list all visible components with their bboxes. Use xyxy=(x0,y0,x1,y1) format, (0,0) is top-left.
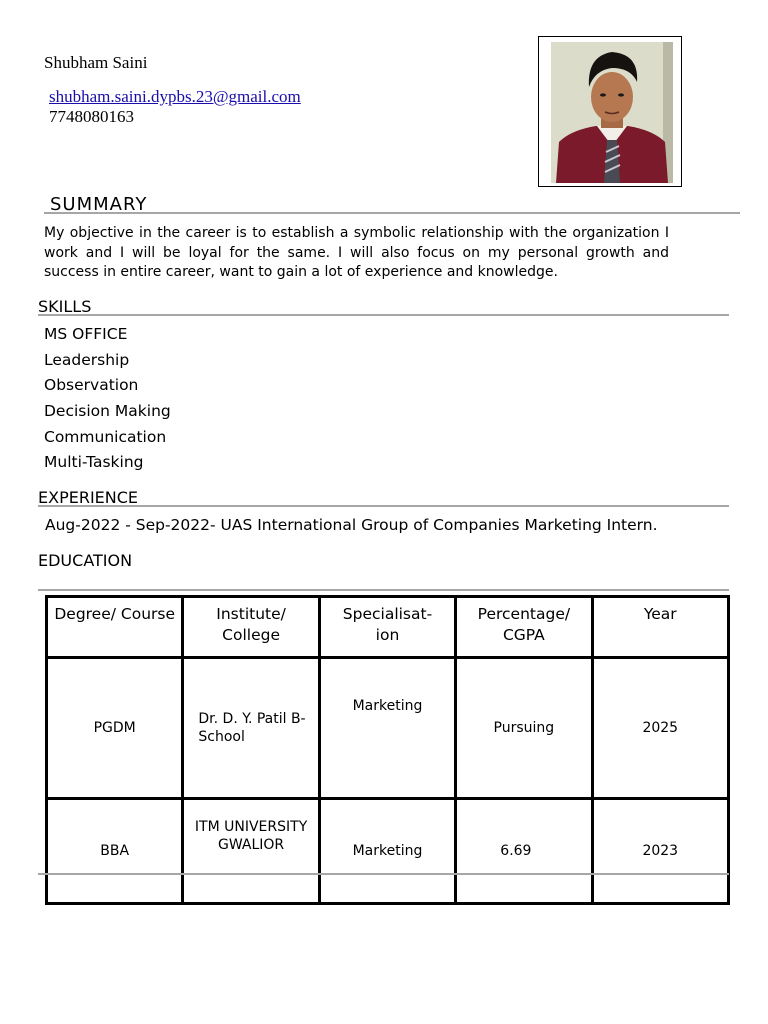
profile-photo-image xyxy=(551,42,673,183)
phone-number: 7748080163 xyxy=(49,107,134,126)
education-header-row xyxy=(47,597,729,658)
skills-divider xyxy=(38,314,729,316)
table-row xyxy=(47,799,729,904)
skill-item: Observation xyxy=(44,376,139,395)
column-header-percentage: Percentage/ CGPA xyxy=(456,597,592,658)
column-header-institute: Institute/ College xyxy=(183,597,319,658)
table-row xyxy=(47,658,729,799)
experience-divider xyxy=(38,505,729,507)
profile-photo xyxy=(538,36,682,187)
skill-item: Multi-Tasking xyxy=(44,453,144,472)
summary-divider xyxy=(44,212,740,214)
candidate-name: Shubham Saini xyxy=(44,53,148,72)
portrait-illustration xyxy=(551,42,673,183)
summary-paragraph: My objective in the career is to establish a symbolic relationship with the organization I work and I will be loyal for the same. I will also focus on my personal growth and success in entire career, want to gain a lot of experience and knowledge. xyxy=(44,225,669,280)
table-cell: 2025 xyxy=(592,658,728,799)
skills-list xyxy=(44,324,171,478)
table-cell: BBA xyxy=(47,799,183,904)
education-divider xyxy=(38,589,729,591)
skill-item: Decision Making xyxy=(44,402,171,421)
skill-item: MS OFFICE xyxy=(44,325,128,343)
experience-entry: Aug-2022 - Sep-2022- UAS International Group of Companies Marketing Intern. xyxy=(45,516,658,534)
column-header-year: Year xyxy=(592,597,728,658)
table-cell: Dr. D. Y. Patil B-School xyxy=(183,658,319,799)
table-cell: 2023 xyxy=(592,799,728,904)
table-cell: ITM UNIVERSITY GWALIOR xyxy=(183,799,319,904)
table-cell: Marketing xyxy=(319,799,455,904)
skill-item: Leadership xyxy=(44,350,130,369)
footer-divider xyxy=(38,873,729,875)
skill-item: Communication xyxy=(44,427,167,446)
table-cell: PGDM xyxy=(47,658,183,799)
education-heading: EDUCATION xyxy=(38,551,133,570)
skills-heading: SKILLS xyxy=(38,297,92,316)
table-cell: Marketing xyxy=(319,658,455,799)
column-header-degree: Degree/ Course xyxy=(47,597,183,658)
table-cell: 6.69 xyxy=(456,799,592,904)
education-table xyxy=(45,595,730,905)
table-cell: Pursuing xyxy=(456,658,592,799)
summary-heading: SUMMARY xyxy=(50,194,148,215)
experience-heading: EXPERIENCE xyxy=(38,488,139,507)
column-header-specialisation: Specialisat-ion xyxy=(319,597,455,658)
email-link[interactable]: shubham.saini.dypbs.23@gmail.com xyxy=(49,87,301,106)
